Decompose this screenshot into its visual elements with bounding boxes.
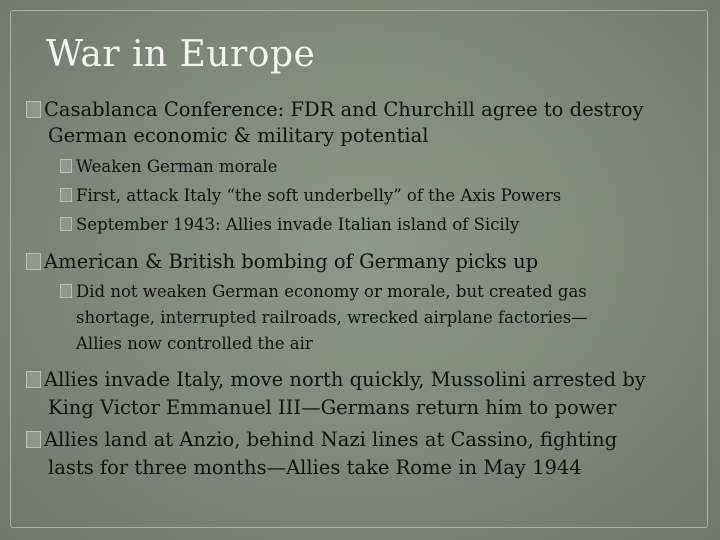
sub-bullet-2-1-line-3 — [76, 334, 313, 353]
sub-bullet-1-3 — [60, 215, 519, 234]
square-bullet-icon — [26, 101, 41, 118]
bullet-3-text-1: Allies invade Italy, move north quickly, Mussolini arrested by — [44, 368, 646, 391]
bullet-3-line-1 — [26, 368, 646, 391]
bullet-1-line-1 — [26, 98, 644, 121]
bullet-2-line-1 — [26, 250, 538, 273]
square-bullet-icon — [60, 159, 72, 173]
bullet-2-text-1: American & British bombing of Germany picks up — [44, 250, 539, 273]
sub-bullet-1-3-text: September 1943: Allies invade Italian island of Sicily — [76, 215, 520, 234]
square-bullet-icon — [60, 217, 72, 231]
sub-bullet-2-1-text-3: Allies now controlled the air — [76, 334, 313, 353]
square-bullet-icon — [26, 431, 41, 448]
bullet-1-text-1: Casablanca Conference: FDR and Churchill agree to destroy — [44, 98, 644, 121]
slide-title: War in Europe — [46, 34, 316, 75]
square-bullet-icon — [26, 253, 41, 270]
sub-bullet-2-1-line-1 — [60, 282, 587, 301]
bullet-4-text-1: Allies land at Anzio, behind Nazi lines at Cassino, fighting — [44, 428, 618, 451]
square-bullet-icon — [60, 284, 72, 298]
bullet-4-line-2 — [48, 456, 582, 479]
sub-bullet-1-1 — [60, 157, 277, 176]
sub-bullet-1-2-text: First, attack Italy “the soft underbelly” of the Axis Powers — [76, 186, 562, 205]
sub-bullet-1-2 — [60, 186, 561, 205]
bullet-1-text-2: German economic & military potential — [48, 124, 429, 147]
sub-bullet-2-1-text-2: shortage, interrupted railroads, wrecked airplane factories— — [76, 308, 588, 327]
square-bullet-icon — [60, 188, 72, 202]
bullet-4-line-1 — [26, 428, 617, 451]
sub-bullet-2-1-line-2 — [76, 308, 588, 327]
bullet-3-line-2 — [48, 396, 616, 419]
bullet-3-text-2: King Victor Emmanuel III—Germans return him to power — [48, 396, 617, 419]
sub-bullet-2-1-text-1: Did not weaken German economy or morale, but created gas — [76, 282, 587, 301]
square-bullet-icon — [26, 371, 41, 388]
sub-bullet-1-1-text: Weaken German morale — [76, 157, 278, 176]
bullet-1-line-2 — [48, 124, 429, 147]
bullet-4-text-2: lasts for three months—Allies take Rome in May 1944 — [48, 456, 582, 479]
